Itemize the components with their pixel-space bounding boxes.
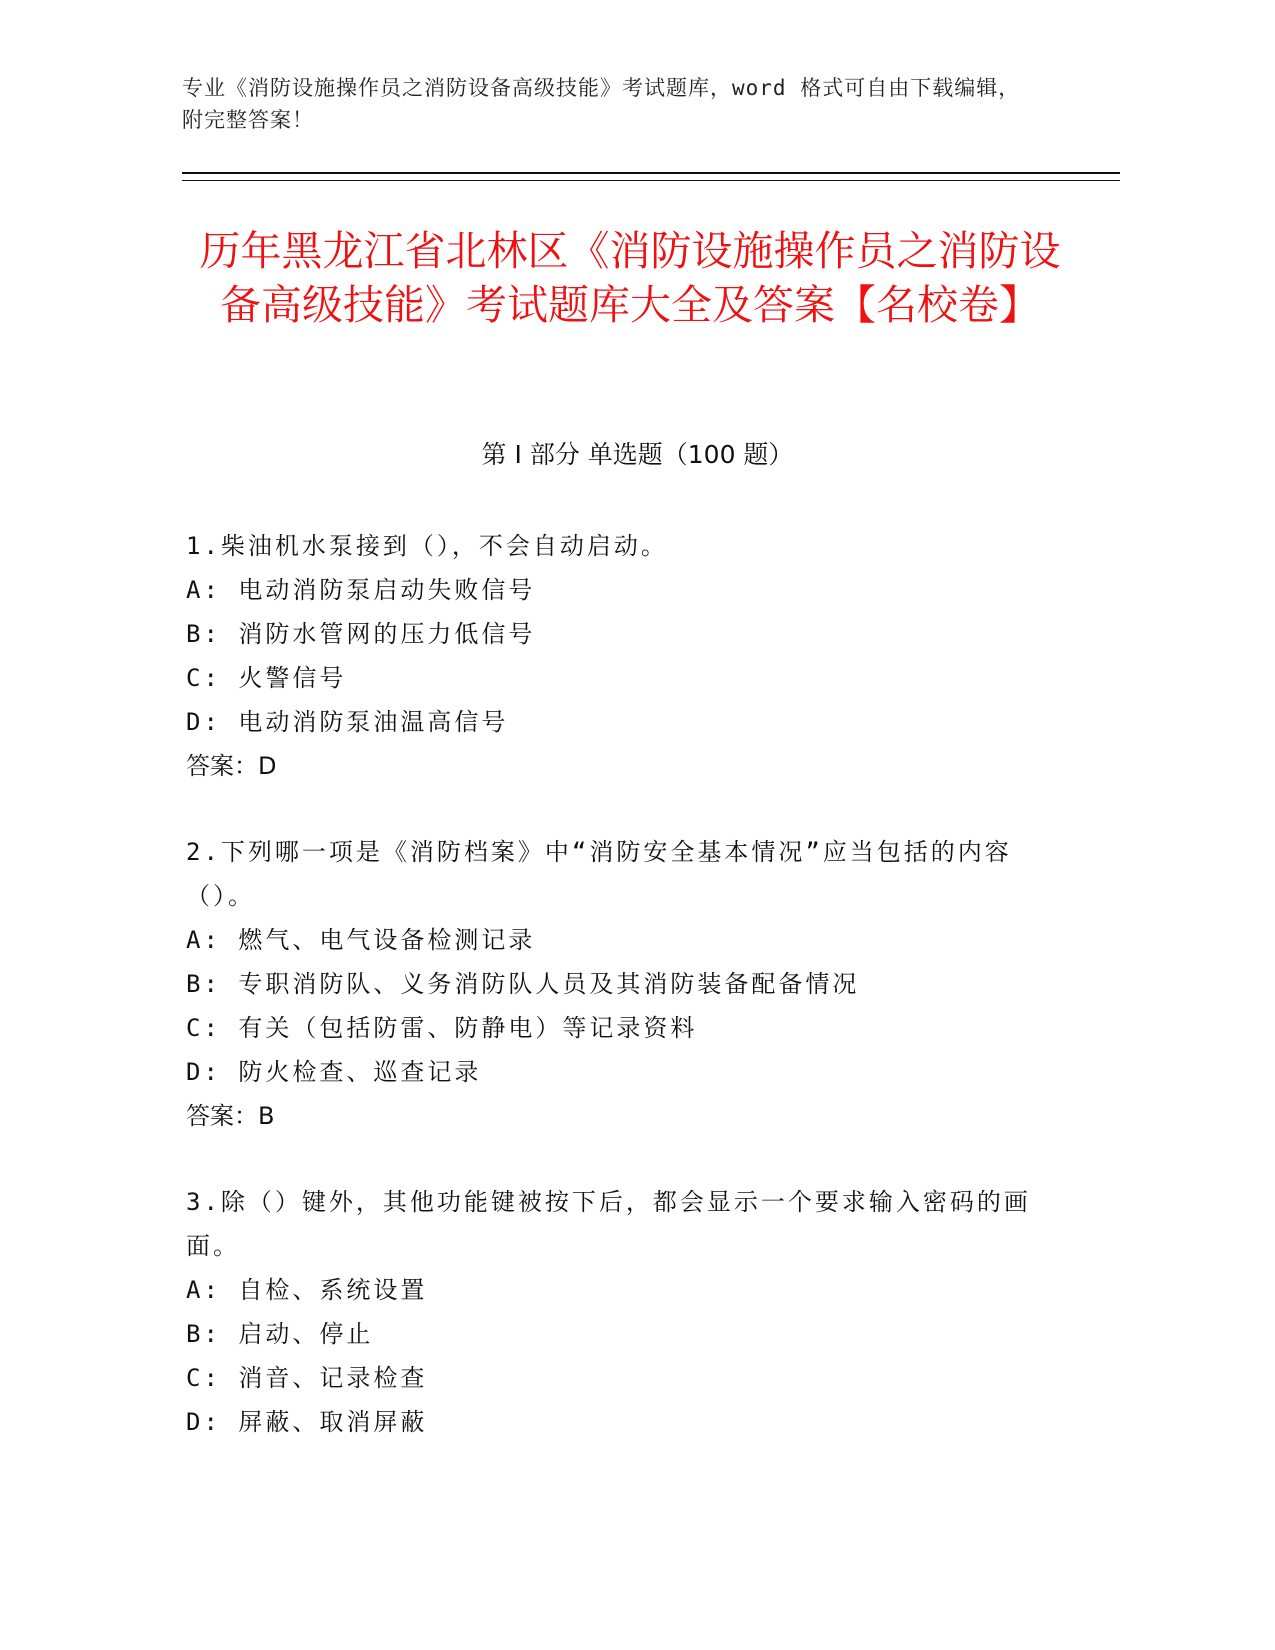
document-title: 历年黑龙江省北林区《消防设施操作员之消防设备高级技能》考试题库大全及答案【名校卷】 [199,227,1061,329]
option-c: C: 消音、记录检查 [186,1364,428,1392]
option-b: B: 专职消防队、义务消防队人员及其消防装备配备情况 [186,970,860,998]
question-1 [186,524,1056,788]
option-d: D: 屏蔽、取消屏蔽 [186,1408,428,1436]
question-stem: 3.除（）键外，其他功能键被按下后，都会显示一个要求输入密码的画面。 [186,1188,1031,1260]
option-c: C: 有关（包括防雷、防静电）等记录资料 [186,1014,698,1042]
question-stem: 2.下列哪一项是《消防档案》中“消防安全基本情况”应当包括的内容（）。 [186,838,1012,910]
section-heading: 第 I 部分 单选题（100 题） [481,440,794,469]
option-b: B: 启动、停止 [186,1320,374,1348]
question-3 [186,1180,1056,1444]
question-2 [186,830,1056,1138]
answer-label: 答案：B [186,1102,275,1130]
option-d: D: 防火检查、巡查记录 [186,1058,482,1086]
option-b: B: 消防水管网的压力低信号 [186,620,536,648]
question-stem: 1.柴油机水泵接到（），不会自动启动。 [186,532,668,560]
header-note: 专业《消防设施操作员之消防设备高级技能》考试题库，word 格式可自由下载编辑，附完整答案！ [182,76,1021,132]
option-d: D: 电动消防泵油温高信号 [186,708,509,736]
header-divider-thick [182,172,1120,174]
question-list [186,524,1056,1486]
option-a: A: 燃气、电气设备检测记录 [186,926,536,954]
option-a: A: 自检、系统设置 [186,1276,428,1304]
option-a: A: 电动消防泵启动失败信号 [186,576,536,604]
answer-label: 答案：D [186,752,277,780]
option-c: C: 火警信号 [186,664,347,692]
header-divider-thin [182,180,1120,181]
